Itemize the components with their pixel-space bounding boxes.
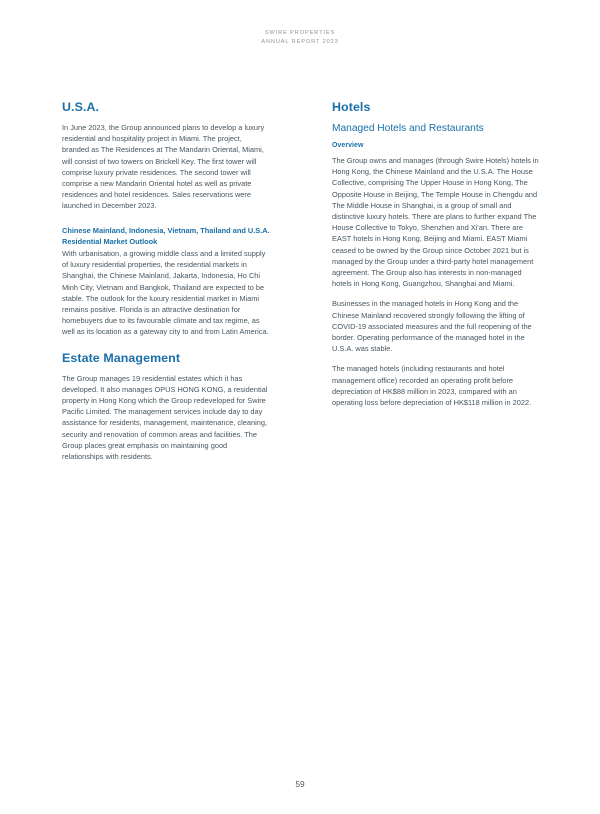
hotels-paragraph-3: The managed hotels (including restaurants and hotel management office) recorded an operating profit before depreciation of HK$88 million in 2023, compared with an operating loss before depreciation of HK$118 million in 2022. [332, 364, 532, 408]
section-usa [62, 100, 270, 212]
section-residential-market-outlook [62, 225, 270, 338]
estate-management-paragraph-1: The Group manages 19 residential estates which it has developed. It also manages OPUS HONG KONG, a residential property in Hong Kong which the Group redeveloped for Swire Pacific Limited. The management services include day to day assistance for residents, management, maintenance, cleaning, security and renovation of common areas and facilities. The Group places great emphasis on maintaining good relationships with residents. [62, 373, 268, 462]
running-header [0, 29, 600, 47]
left-column [62, 100, 270, 462]
body-columns [62, 100, 540, 462]
usa-heading: U.S.A. [62, 100, 100, 114]
right-column [332, 100, 540, 408]
section-estate-management [62, 351, 270, 463]
section-hotels [332, 100, 540, 408]
residential-market-outlook-paragraph-1: With urbanisation, a growing middle class and a limited supply of luxury residential properties, the residential markets in Shanghai, the Chinese Mainland, Jakarta, Indonesia, Ho Chi Minh City, Vietnam and Bangkok, Thailand are expected to be stable. The outlook for the luxury residential market in Miami remains positive. Florida is an attractive destination for homebuyers due to its favourable climate and tax regime, as well as its location as a gateway city to and from Latin America. [62, 249, 269, 337]
hotels-paragraph-2: Businesses in the managed hotels in Hong Kong and the Chinese Mainland recovered strongly following the lifting of COVID-19 associated measures and the full reopening of the border. Operating performance of the managed hotel in the U.S.A. was stable. [332, 299, 532, 354]
hotels-paragraph-1: The Group owns and manages (through Swire Hotels) hotels in Hong Kong, the Chinese Mainland and the U.S.A. The House Collective, comprising The Upper House in Hong Kong, The Opposite House in Beijing, The Temple House in Chengdu and The Middle House in Shanghai, is a group of small and distinctive luxury hotels. There are plans to further expand The House Collective to Tokyo, Shenzhen and Xi'an. There are EAST hotels in Hong Kong, Beijing and Miami. EAST Miami ceased to be owned by the Group since October 2021 but is managed by the Group under a third-party hotel management agreement. The Group also has interests in non-managed hotels in Hong Kong, Guangzhou, Shanghai and Miami. [332, 156, 539, 289]
usa-paragraph-1: In June 2023, the Group announced plans to develop a luxury residential and hospitality project in Miami. The project, branded as The Residences at The Mandarin Oriental, Miami, will consist of two towers on Brickell Key. The first tower will comprise luxury private residences. The second tower will comprise a new Mandarin Oriental hotel as well as private residences and hotel residences. Sales reservations were launched in December 2023. [62, 123, 265, 211]
hotels-heading: Hotels [332, 100, 371, 114]
page-number: 59 [295, 779, 305, 789]
residential-market-outlook-subheading: Chinese Mainland, Indonesia, Vietnam, Thailand and U.S.A. Residential Market Outlook [62, 225, 270, 246]
managed-hotels-and-restaurants-subheading: Managed Hotels and Restaurants [332, 123, 484, 134]
estate-management-heading: Estate Management [62, 350, 181, 365]
running-header-line-2: ANNUAL REPORT 2023 [261, 39, 339, 46]
running-header-line-1: SWIRE PROPERTIES [264, 30, 336, 36]
overview-subheading: Overview [332, 142, 364, 149]
